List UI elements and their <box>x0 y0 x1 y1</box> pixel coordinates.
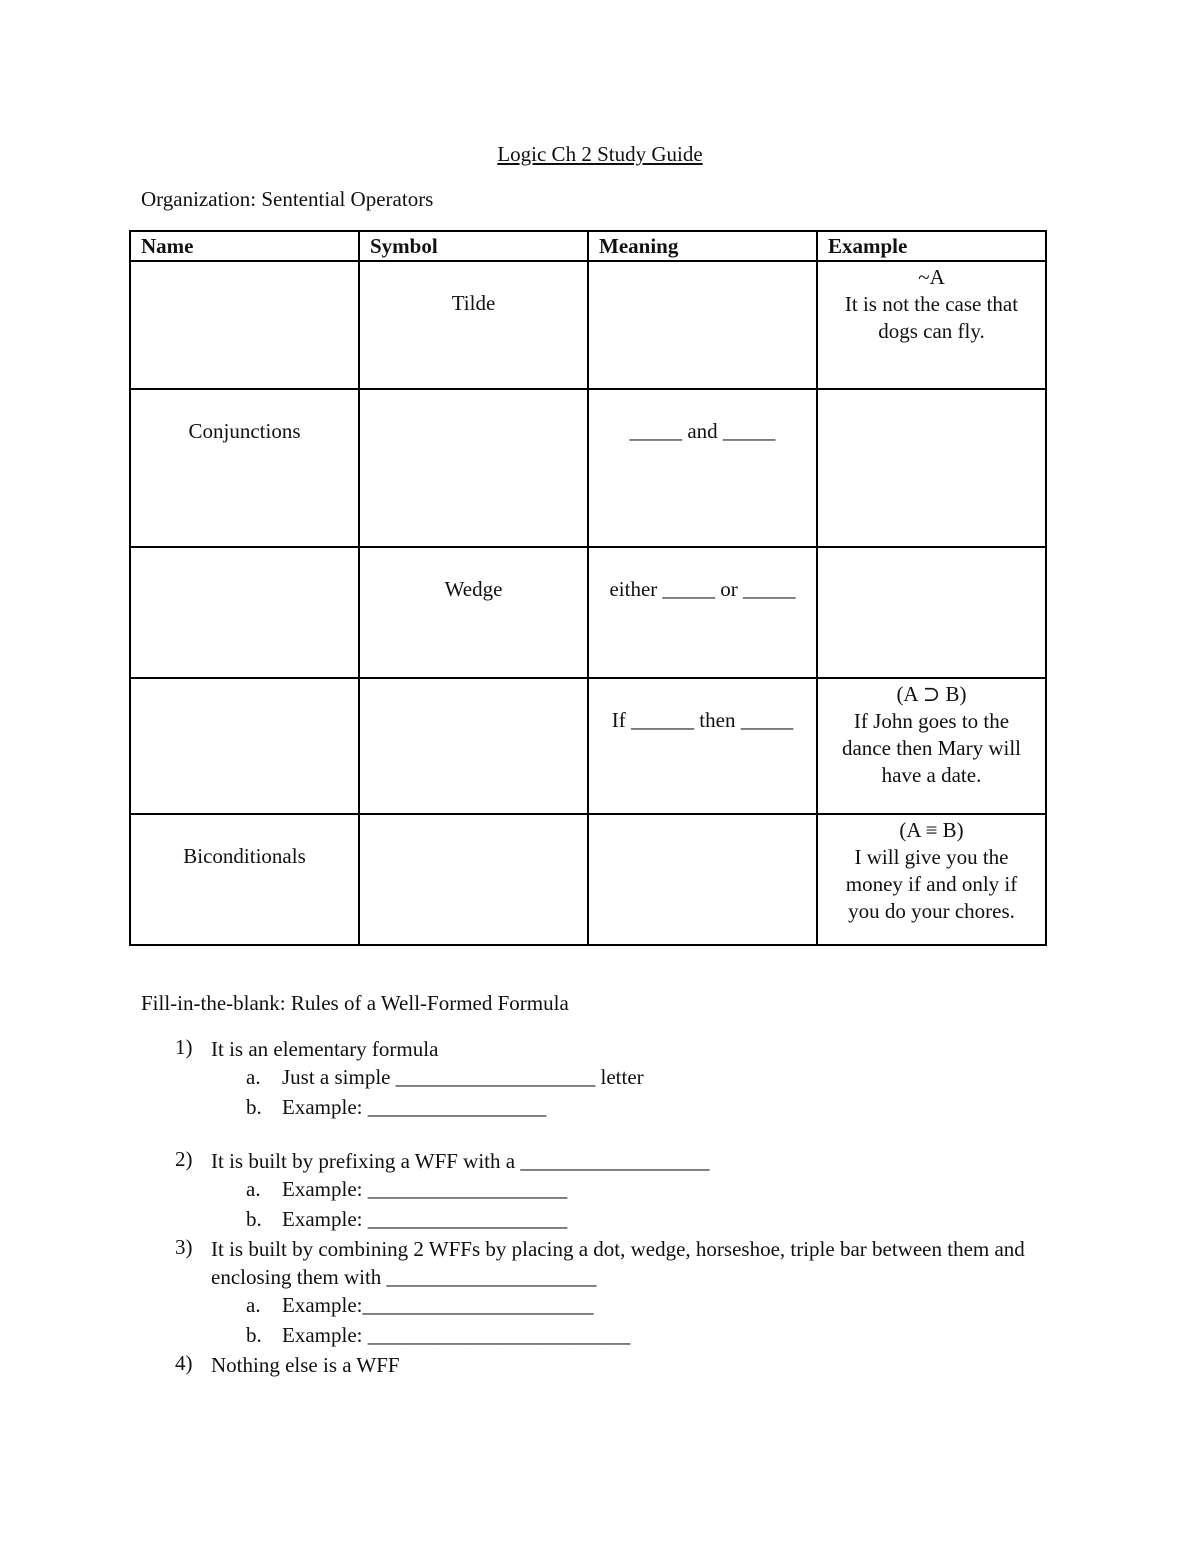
example-line: you do your chores. <box>848 899 1015 923</box>
meaning-text <box>589 262 816 290</box>
meaning-text: either _____ or _____ <box>609 577 796 601</box>
meaning-cell <box>588 261 817 389</box>
example-line: If John goes to the <box>853 709 1010 733</box>
example-cell <box>817 547 1046 678</box>
table-row <box>130 389 1046 547</box>
sub-letter: b. <box>246 1323 262 1347</box>
example-text <box>818 262 1045 345</box>
rule-sub-item <box>0 1093 1200 1123</box>
rule-sub-item <box>0 1291 1200 1321</box>
example-line: dogs can fly. <box>878 319 985 343</box>
rule-number: 1) <box>175 1035 193 1059</box>
sub-letter: a. <box>246 1293 261 1317</box>
column-header-meaning: Meaning <box>588 231 817 261</box>
name-cell <box>130 678 359 814</box>
rule-item <box>0 1235 1200 1291</box>
rule-sub-item <box>0 1175 1200 1205</box>
rule-number: 3) <box>175 1235 193 1259</box>
sub-text: Example: ___________________ <box>282 1207 568 1231</box>
sub-letter: b. <box>246 1095 262 1119</box>
example-text <box>818 390 1045 392</box>
meaning-text <box>589 815 816 843</box>
rule-text: Nothing else is a WFF <box>211 1353 400 1377</box>
symbol-cell <box>359 814 588 945</box>
example-line: It is not the case that <box>844 292 1019 316</box>
example-line: dance then Mary will <box>841 736 1022 760</box>
sub-letter: b. <box>246 1207 262 1231</box>
table-row <box>130 547 1046 678</box>
symbol-cell <box>359 547 588 678</box>
meaning-cell <box>588 547 817 678</box>
rule-item <box>0 1351 1200 1379</box>
table-row <box>130 678 1046 814</box>
symbol-cell <box>359 389 588 547</box>
meaning-text: _____ and _____ <box>629 419 776 443</box>
section-heading-wff-rules: Fill-in-the-blank: Rules of a Well-Formed Formula <box>141 991 569 1015</box>
section-heading-operators: Organization: Sentential Operators <box>141 187 434 211</box>
meaning-cell <box>588 678 817 814</box>
page-title: Logic Ch 2 Study Guide <box>497 142 703 166</box>
sub-letter: a. <box>246 1065 261 1089</box>
rule-text: It is an elementary formula <box>211 1037 439 1061</box>
example-line: (A ≡ B) <box>899 818 964 842</box>
name-text: Conjunctions <box>188 419 301 443</box>
rule-number: 2) <box>175 1147 193 1171</box>
column-header-symbol: Symbol <box>359 231 588 261</box>
rule-sub-item <box>0 1321 1200 1351</box>
symbol-text <box>360 679 587 707</box>
table-row <box>130 814 1046 945</box>
name-cell <box>130 547 359 678</box>
operators-table <box>129 230 1047 946</box>
sub-letter: a. <box>246 1177 261 1201</box>
sub-text: Example: _________________________ <box>282 1323 631 1347</box>
example-text <box>818 548 1045 550</box>
example-text <box>818 679 1045 789</box>
symbol-cell <box>359 678 588 814</box>
symbol-text: Tilde <box>451 291 496 315</box>
rule-text: It is built by prefixing a WFF with a __________________ <box>211 1149 710 1173</box>
name-text <box>131 548 358 576</box>
meaning-cell <box>588 814 817 945</box>
symbol-text <box>360 815 587 843</box>
name-text <box>131 262 358 290</box>
example-cell <box>817 678 1046 814</box>
rule-item <box>0 1035 1200 1063</box>
example-line: (A ⊃ B) <box>896 682 967 706</box>
name-text: Biconditionals <box>183 844 306 868</box>
example-text <box>818 815 1045 925</box>
example-cell <box>817 261 1046 389</box>
column-header-example: Example <box>817 231 1046 261</box>
symbol-cell <box>359 261 588 389</box>
example-line: ~A <box>918 265 945 289</box>
rule-item <box>0 1147 1200 1175</box>
example-cell <box>817 814 1046 945</box>
name-cell <box>130 814 359 945</box>
rule-sub-item <box>0 1063 1200 1093</box>
name-cell <box>130 261 359 389</box>
symbol-text <box>360 390 587 418</box>
example-line: have a date. <box>881 763 982 787</box>
table-row <box>130 261 1046 389</box>
example-line: money if and only if <box>845 872 1018 896</box>
rule-sub-item <box>0 1205 1200 1235</box>
sub-text: Just a simple ___________________ letter <box>282 1065 644 1089</box>
meaning-text: If ______ then _____ <box>611 708 794 732</box>
symbol-text: Wedge <box>444 577 503 601</box>
rule-text: It is built by combining 2 WFFs by placing a dot, wedge, horseshoe, triple bar between them and enclosing them with ____________________ <box>211 1237 1025 1289</box>
sub-text: Example:______________________ <box>282 1293 594 1317</box>
wff-rules-list <box>0 1035 1200 1379</box>
example-line: I will give you the <box>854 845 1009 869</box>
table-header-row <box>130 231 1046 261</box>
name-text <box>131 679 358 707</box>
rule-number: 4) <box>175 1351 193 1375</box>
sub-text: Example: ___________________ <box>282 1177 568 1201</box>
sub-text: Example: _________________ <box>282 1095 547 1119</box>
name-cell <box>130 389 359 547</box>
example-cell <box>817 389 1046 547</box>
column-header-name: Name <box>130 231 359 261</box>
meaning-cell <box>588 389 817 547</box>
